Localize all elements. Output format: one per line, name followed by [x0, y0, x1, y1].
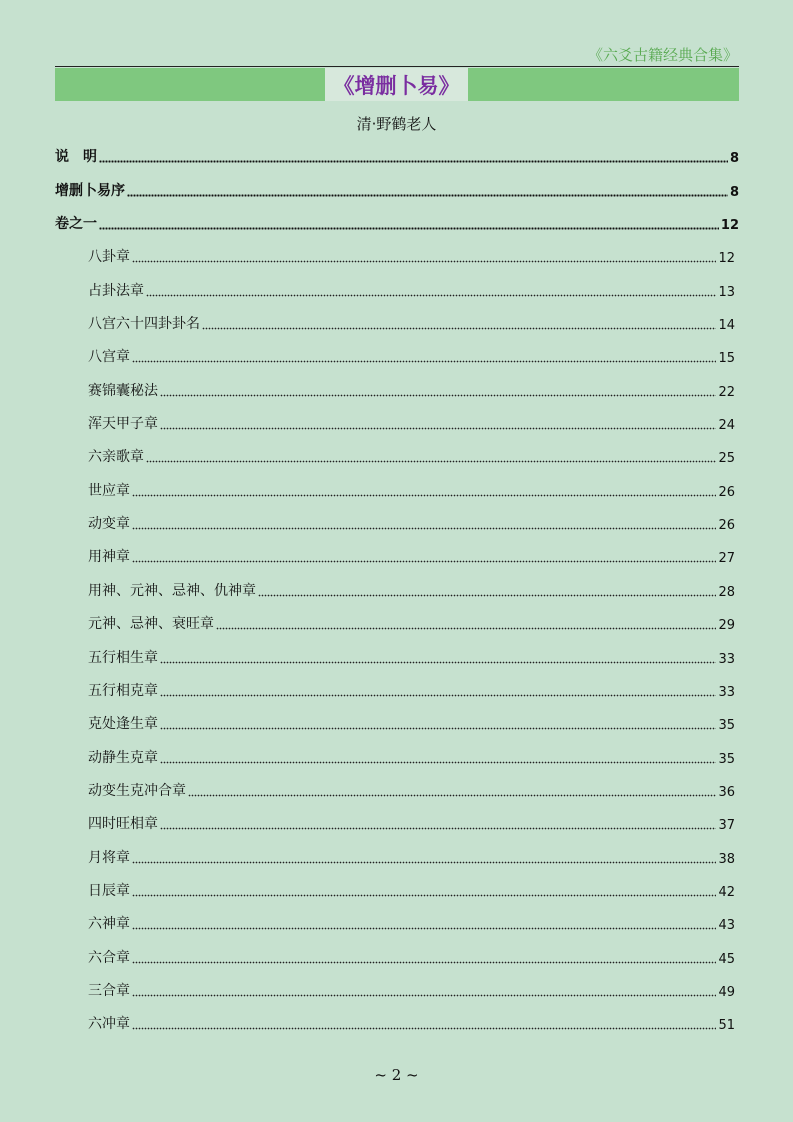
toc-entry-label: 卷之一 [55, 216, 97, 233]
toc-entry-page: 25 [718, 451, 735, 467]
toc-dot-leader [132, 360, 716, 363]
toc-dot-leader [99, 160, 728, 163]
toc-entry-label: 浑天甲子章 [88, 416, 158, 433]
toc-dot-leader [202, 327, 716, 330]
toc-entry-label: 动变章 [88, 516, 130, 533]
toc-entry[interactable] [55, 239, 739, 272]
toc-dot-leader [132, 560, 716, 563]
toc-entry-page: 14 [718, 318, 735, 334]
toc-entry-page: 43 [718, 918, 735, 934]
toc-entry-label: 说 明 [55, 149, 97, 166]
toc-dot-leader [127, 194, 728, 197]
toc-entry[interactable] [55, 606, 739, 639]
toc-entry[interactable] [55, 572, 739, 605]
toc-entry-label: 六亲歌章 [88, 449, 144, 466]
toc-entry-page: 35 [718, 718, 735, 734]
toc-entry-page: 33 [718, 684, 735, 700]
toc-entry[interactable] [55, 539, 739, 572]
toc-entry-page: 38 [718, 851, 735, 867]
toc-entry-page: 28 [718, 584, 735, 600]
toc-dot-leader [160, 427, 716, 430]
toc-entry-label: 六冲章 [88, 1016, 130, 1033]
toc-dot-leader [99, 227, 719, 230]
toc-dot-leader [146, 460, 716, 463]
toc-entry[interactable] [55, 739, 739, 772]
toc-entry-page: 15 [718, 351, 735, 367]
toc-entry-page: 36 [718, 784, 735, 800]
toc-dot-leader [146, 294, 716, 297]
toc-entry-page: 45 [718, 951, 735, 967]
toc-entry[interactable] [55, 339, 739, 372]
toc-dot-leader [132, 894, 716, 897]
toc-entry[interactable] [55, 306, 739, 339]
toc-entry-label: 八卦章 [88, 249, 130, 266]
toc-entry-label: 占卦法章 [88, 282, 144, 299]
toc-entry-label: 五行相克章 [88, 682, 158, 699]
toc-entry[interactable] [55, 372, 739, 405]
toc-entry-page: 37 [718, 818, 735, 834]
toc-entry-page: 51 [718, 1018, 735, 1034]
toc-dot-leader [160, 727, 716, 730]
author-line: 清·野鹤老人 [356, 115, 437, 133]
toc-entry-label: 动静生克章 [88, 749, 158, 766]
toc-entry-page: 22 [718, 384, 735, 400]
toc-entry-label: 四时旺相章 [88, 816, 158, 833]
toc-dot-leader [258, 594, 716, 597]
toc-entry-page: 8 [729, 151, 739, 167]
running-header: 《六爻古籍经典合集》 [587, 46, 738, 64]
toc-entry-page: 13 [718, 284, 735, 300]
toc-entry[interactable] [55, 906, 739, 939]
toc-entry[interactable] [55, 139, 739, 172]
toc-entry[interactable] [55, 439, 739, 472]
toc-entry[interactable] [55, 406, 739, 439]
toc-entry[interactable] [55, 472, 739, 505]
toc-entry-page: 26 [718, 518, 735, 534]
toc-entry[interactable] [55, 706, 739, 739]
toc-entry[interactable] [55, 1006, 739, 1039]
toc-dot-leader [132, 927, 716, 930]
toc-entry-page: 26 [718, 484, 735, 500]
toc-entry[interactable] [55, 939, 739, 972]
page-number: ~ 2 ~ [374, 1066, 419, 1084]
toc-entry[interactable] [55, 172, 739, 205]
toc-entry-page: 27 [718, 551, 735, 567]
toc-entry-label: 五行相生章 [88, 649, 158, 666]
toc-entry-label: 月将章 [88, 849, 130, 866]
toc-entry-page: 29 [718, 618, 735, 634]
toc-entry-label: 六合章 [88, 949, 130, 966]
toc-entry-label: 元神、忌神、衰旺章 [88, 616, 214, 633]
toc-entry-page: 24 [718, 418, 735, 434]
toc-dot-leader [160, 661, 716, 664]
toc-entry[interactable] [55, 206, 739, 239]
toc-entry-label: 增删卜易序 [55, 182, 125, 199]
toc-dot-leader [160, 694, 716, 697]
toc-entry-page: 8 [729, 184, 739, 200]
toc-entry[interactable] [55, 773, 739, 806]
toc-dot-leader [216, 627, 716, 630]
toc-entry[interactable] [55, 506, 739, 539]
toc-entry-label: 赛锦囊秘法 [88, 382, 158, 399]
toc-entry-page: 42 [718, 884, 735, 900]
toc-dot-leader [188, 794, 716, 797]
toc-entry-label: 世应章 [88, 482, 130, 499]
toc-dot-leader [132, 994, 716, 997]
toc-dot-leader [132, 1027, 716, 1030]
toc-entry[interactable] [55, 673, 739, 706]
toc-entry[interactable] [55, 973, 739, 1006]
toc-dot-leader [132, 961, 716, 964]
header-rule [55, 66, 739, 67]
toc-entry-label: 日辰章 [88, 882, 130, 899]
toc-entry-page: 12 [720, 218, 739, 234]
toc-dot-leader [132, 260, 716, 263]
toc-entry-page: 33 [718, 651, 735, 667]
toc-entry-page: 35 [718, 751, 735, 767]
toc-dot-leader [160, 761, 716, 764]
toc-dot-leader [160, 394, 716, 397]
toc-entry-label: 克处逢生章 [88, 716, 158, 733]
toc-entry[interactable] [55, 839, 739, 872]
toc-entry[interactable] [55, 806, 739, 839]
toc-entry-label: 动变生克冲合章 [88, 782, 186, 799]
toc-entry-label: 八宫章 [88, 349, 130, 366]
toc-entry-label: 用神、元神、忌神、仇神章 [88, 582, 256, 599]
toc-entry[interactable] [55, 873, 739, 906]
toc-entry-label: 八宫六十四卦卦名 [88, 316, 200, 333]
toc-entry[interactable] [55, 272, 739, 305]
toc-dot-leader [132, 494, 716, 497]
toc-entry-page: 12 [718, 251, 735, 267]
toc-dot-leader [132, 527, 716, 530]
toc-dot-leader [160, 827, 716, 830]
book-title: 《增删卜易》 [325, 68, 468, 101]
toc-entry[interactable] [55, 639, 739, 672]
toc-dot-leader [132, 861, 716, 864]
toc-entry-label: 用神章 [88, 549, 130, 566]
table-of-contents [55, 139, 739, 1039]
toc-entry-label: 六神章 [88, 916, 130, 933]
toc-entry-page: 49 [718, 984, 735, 1000]
toc-entry-label: 三合章 [88, 982, 130, 999]
